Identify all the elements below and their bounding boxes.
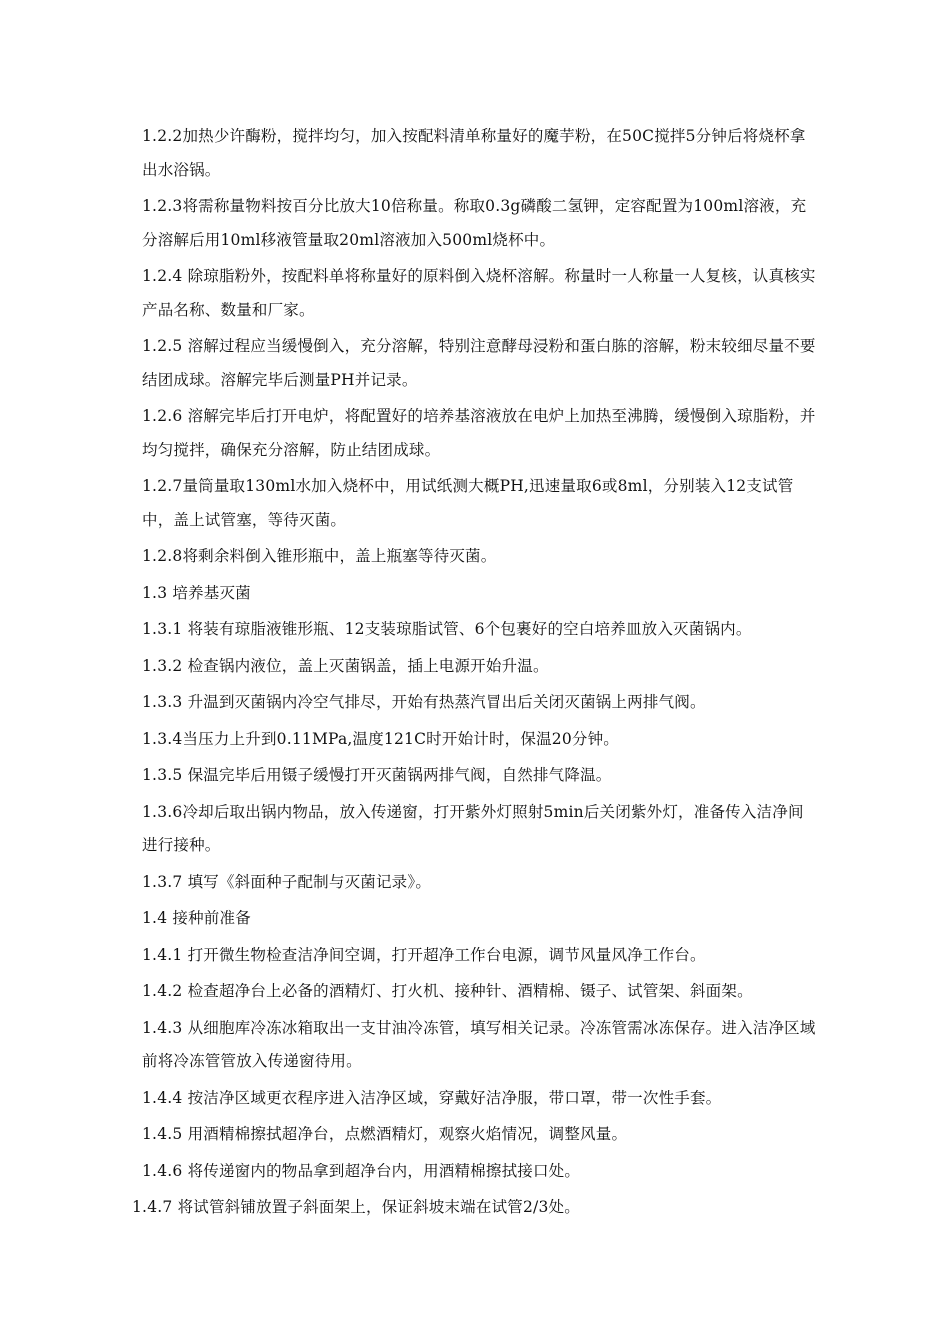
paragraph-1-2-5: 1.2.5 溶解过程应当缓慢倒入，充分溶解，特别注意酵母浸粉和蛋白胨的溶解，粉末较细尽量不要结团成球。溶解完毕后测量PH并记录。 [142,337,816,389]
paragraph-1-3-3: 1.3.3 升温到灭菌锅内冷空气排尽，开始有热蒸汽冒出后关闭灭菌锅上两排气阀。 [142,693,706,711]
paragraph-1-3-5: 1.3.5 保温完毕后用镊子缓慢打开灭菌锅两排气阀，自然排气降温。 [142,766,612,784]
paragraph-1-3-4: 1.3.4当压力上升到0.11MPa,温度121C时开始计时，保温20分钟。 [142,729,619,748]
paragraph-1-3-2: 1.3.2 检查锅内液位，盖上灭菌锅盖，插上电源开始升温。 [142,656,549,675]
paragraph-1-4-3: 1.4.3 从细胞库冷冻冰箱取出一支甘油冷冻管，填写相关记录。冷冻管需冰冻保存。进入洁净区域前将冷冻管管放入传递窗待用。 [142,1018,816,1070]
paragraph-1-2-7: 1.2.7量筒量取130ml水加入烧杯中，用试纸测大概PH,迅速量取6或8ml，分别装入12支试管中，盖上试管塞，等待灭菌。 [142,477,794,529]
section-heading-1-4: 1.4 接种前准备 [142,909,251,927]
paragraph-1-2-6: 1.2.6 溶解完毕后打开电炉，将配置好的培养基溶液放在电炉上加热至沸腾，缓慢倒入琼脂粉，并均匀搅拌，确保充分溶解，防止结团成球。 [142,407,816,459]
section-heading-1-3: 1.3 培养基灭菌 [142,583,251,602]
document-body [132,120,818,1228]
paragraph-1-2-4: 1.2.4 除琼脂粉外，按配料单将称量好的原料倒入烧杯溶解。称量时一人称量一人复核，认真核实产品名称、数量和厂家。 [142,267,816,319]
paragraph-1-3-6: 1.3.6冷却后取出锅内物品，放入传递窗，打开紫外灯照射5min后关闭紫外灯，准备传入洁净间进行接种。 [142,802,804,854]
paragraph-1-4-6: 1.4.6 将传递窗内的物品拿到超净台内，用酒精棉擦拭接口处。 [142,1161,581,1180]
paragraph-1-2-3: 1.2.3将需称量物料按百分比放大10倍称量。称取0.3g磷酸二氢钾，定容配置为100ml溶液，充分溶解后用10ml移液管量取20ml溶液加入500ml烧杯中。 [142,197,807,249]
paragraph-1-2-8: 1.2.8将剩余料倒入锥形瓶中，盖上瓶塞等待灭菌。 [142,547,497,565]
paragraph-1-4-7: 1.4.7 将试管斜铺放置子斜面架上，保证斜坡末端在试管2/3处。 [132,1198,580,1216]
paragraph-1-4-2: 1.4.2 检查超净台上必备的酒精灯、打火机、接种针、酒精棉、镊子、试管架、斜面架。 [142,982,753,1000]
paragraph-1-2-2: 1.2.2加热少许酶粉，搅拌均匀，加入按配料清单称量好的魔芋粉，在50C搅拌5分钟后将烧杯拿出水浴锅。 [142,127,806,179]
paragraph-1-4-5: 1.4.5 用酒精棉擦拭超净台，点燃酒精灯，观察火焰情况，调整风量。 [142,1125,628,1143]
paragraph-1-4-4: 1.4.4 按洁净区域更衣程序进入洁净区域，穿戴好洁净服，带口罩，带一次性手套。 [142,1088,722,1107]
paragraph-1-3-7: 1.3.7 填写《斜面种子配制与灭菌记录》。 [142,872,432,891]
paragraph-1-4-1: 1.4.1 打开微生物检查洁净间空调，打开超净工作台电源，调节风量风净工作台。 [142,945,706,964]
paragraph-1-3-1: 1.3.1 将装有琼脂液锥形瓶、12支装琼脂试管、6个包裹好的空白培养皿放入灭菌锅内。 [142,620,752,638]
